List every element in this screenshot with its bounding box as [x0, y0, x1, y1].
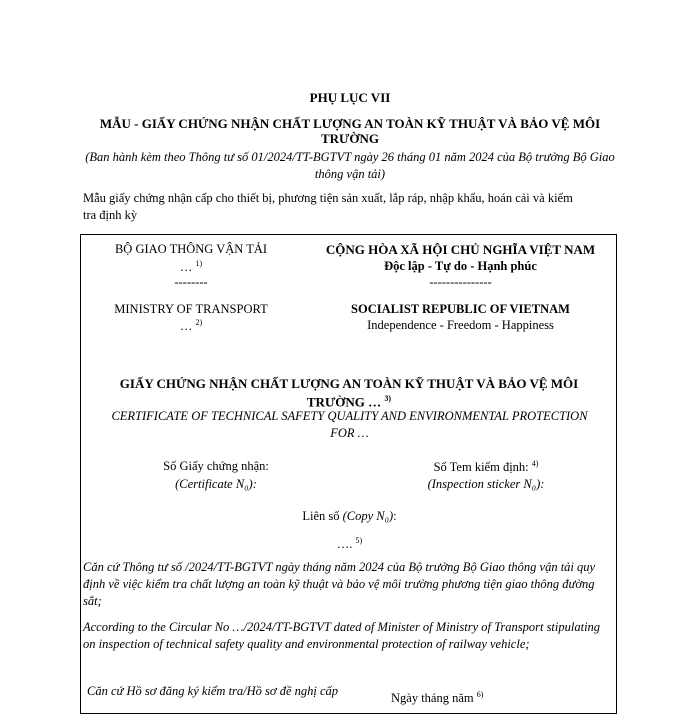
motto-vi: Độc lập - Tự do - Hạnh phúc — [384, 259, 537, 273]
copy-number-value-text: …. — [336, 537, 353, 552]
ministry-name-en: MINISTRY OF TRANSPORT — [114, 302, 268, 316]
footnote-1: 1) — [195, 259, 203, 268]
footnote-3: 3) — [384, 394, 392, 403]
issuance-note: (Ban hành kèm theo Thông tư số 01/2024/TT-BGTVT ngày 26 tháng 01 năm 2024 của Bộ trưởng Bộ Giao thông vận tải) — [85, 150, 615, 181]
ministry-name-vi: BỘ GIAO THÔNG VẬN TẢI — [114, 242, 268, 256]
divider-left: -------- — [174, 275, 208, 289]
sticker-number-label-en: (Inspection sticker N₀): — [427, 477, 545, 491]
form-title: MẪU - GIẤY CHỨNG NHẬN CHẤT LƯỢNG AN TOÀN KỸ THUẬT VÀ BẢO VỆ MÔI TRƯỜNG — [99, 116, 601, 146]
unit-vi — [81, 259, 301, 275]
copy-number-colon: : — [393, 509, 397, 523]
unit-vi-text: … — [179, 260, 193, 275]
dossier-basis-vi: Căn cứ Hồ sơ đăng ký kiểm tra/Hồ sơ đề nghị cấp — [87, 684, 339, 698]
country-name-en: SOCIALIST REPUBLIC OF VIETNAM — [351, 302, 570, 316]
footnote-4: 4) — [531, 459, 539, 468]
scope-text: Mẫu giấy chứng nhận cấp cho thiết bị, phương tiện sản xuất, lắp ráp, nhập khẩu, hoán cải và kiểm tra định kỳ — [83, 191, 573, 222]
copy-number-value — [81, 536, 617, 552]
issue-date-text: Ngày tháng năm — [391, 691, 474, 706]
certificate-number-label-en: (Certificate N₀): — [175, 477, 257, 491]
certificate-number-label: Số Giấy chứng nhận: — [163, 459, 269, 473]
legal-basis-vi: Căn cứ Thông tư số /2024/TT-BGTVT ngày tháng năm 2024 của Bộ trưởng Bộ Giao thông vận tải quy định về việc kiểm tra chất lượng an toàn kỹ thuật và bảo vệ môi trường phương tiện giao thông đường sắt; — [83, 560, 596, 608]
country-name-vi: CỘNG HÒA XÃ HỘI CHỦ NGHĨA VIỆT NAM — [325, 242, 596, 257]
appendix-title: PHỤ LỤC VII — [309, 90, 391, 105]
divider-right: --------------- — [429, 275, 492, 289]
footnote-2: 2) — [195, 318, 203, 327]
certificate-frame — [80, 234, 617, 714]
unit-en-text: … — [179, 319, 193, 334]
legal-basis-en: According to the Circular No …/2024/TT-BGTVT dated of Minister of Ministry of Transport stipulating on inspection of technical safety quality and environmental protection of railway vehicle; — [83, 620, 601, 651]
motto-en: Independence - Freedom - Happiness — [367, 318, 554, 332]
copy-number-label — [81, 509, 617, 524]
footnote-5: 5) — [355, 536, 363, 545]
copy-number-label-en: (Copy N₀) — [342, 509, 394, 523]
sticker-number-label-text: Số Tem kiểm định: — [433, 460, 529, 475]
certificate-title-vi-text: GIẤY CHỨNG NHẬN CHẤT LƯỢNG AN TOÀN KỸ THUẬT VÀ BẢO VỆ MÔI TRƯỜNG … — [119, 376, 579, 410]
certificate-title-en-2: FOR … — [330, 426, 369, 440]
unit-en — [81, 318, 301, 334]
sticker-number-label — [381, 459, 591, 475]
issue-date — [391, 690, 591, 706]
certificate-title-vi — [99, 376, 599, 409]
copy-number-label-vi: Liên số — [302, 509, 340, 523]
certificate-title-en-1: CERTIFICATE OF TECHNICAL SAFETY QUALITY AND ENVIRONMENTAL PROTECTION — [111, 409, 588, 423]
footnote-6: 6) — [476, 690, 484, 699]
